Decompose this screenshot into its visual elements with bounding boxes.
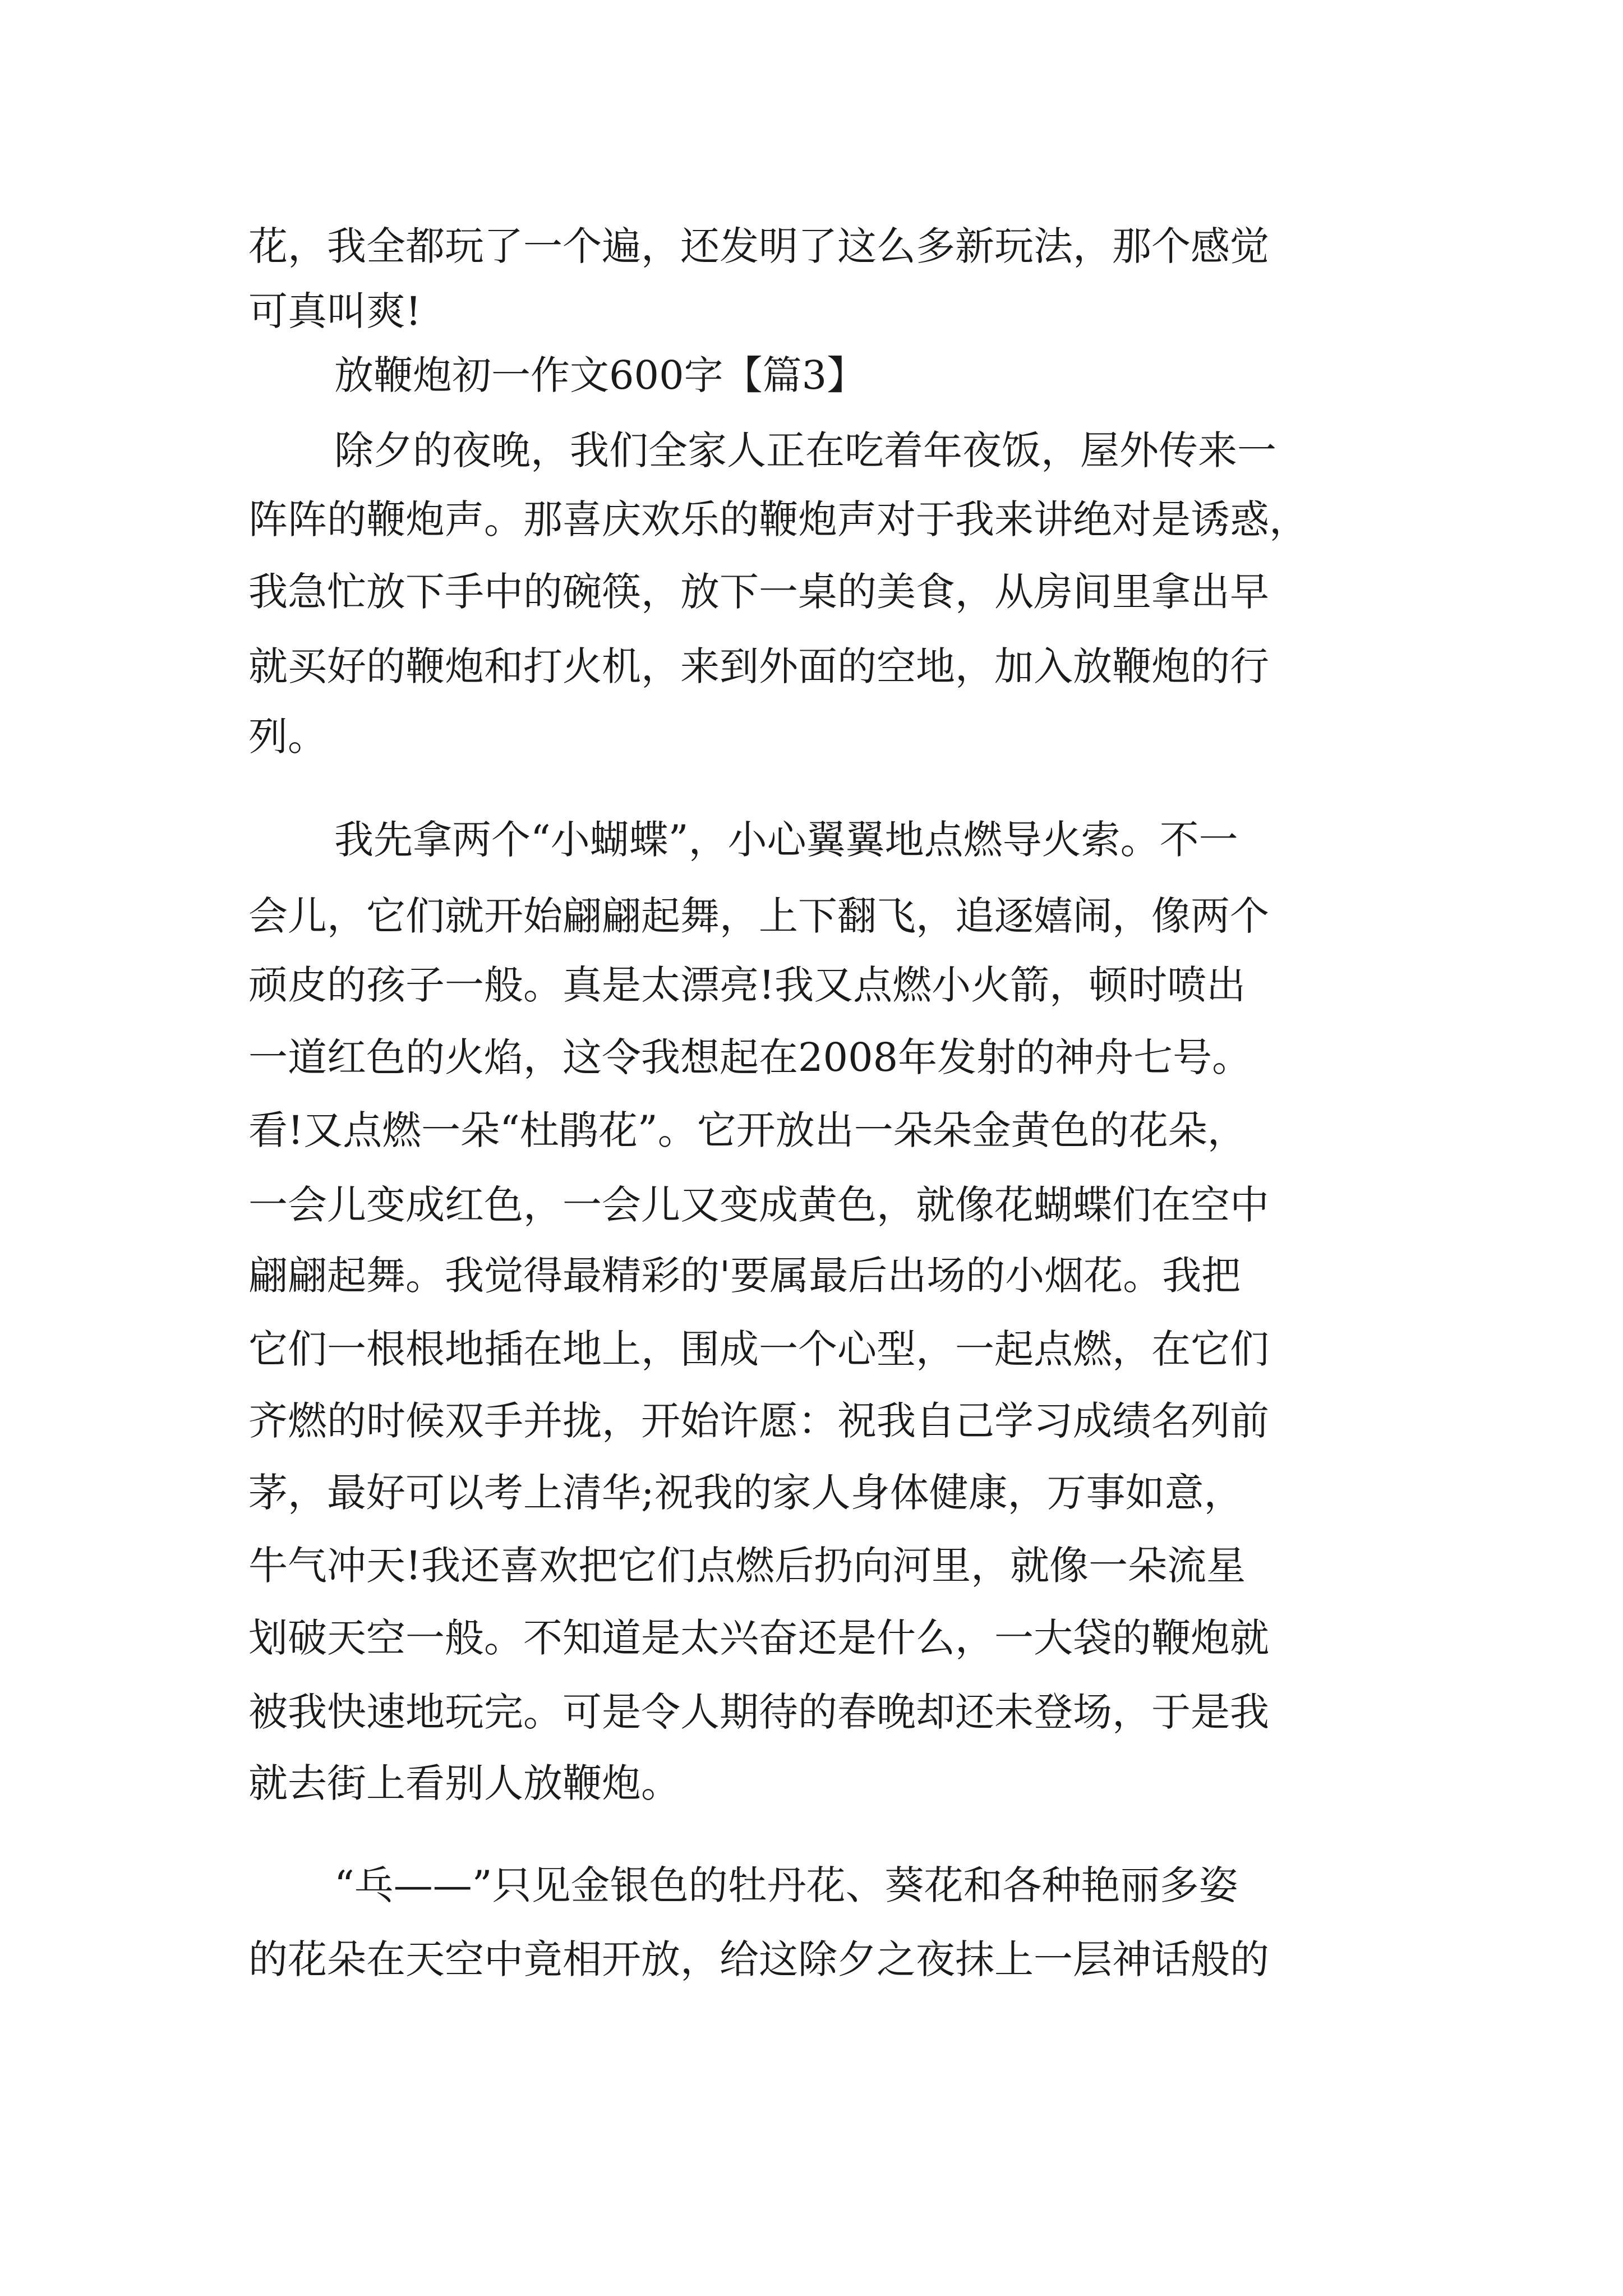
text-line: 会儿，它们就开始翩翩起舞，上下翻飞，追逐嬉闹，像两个 [248, 893, 1269, 939]
text-line: 的花朵在天空中竟相开放，给这除夕之夜抹上一层神话般的 [248, 1936, 1269, 1982]
text-line: 翩翩起舞。我觉得最精彩的'要属最后出场的小烟花。我把 [248, 1253, 1241, 1299]
section-heading: 放鞭炮初一作文600字【篇3】 [334, 352, 866, 398]
text-line: 茅，最好可以考上清华;祝我的家人身体健康，万事如意， [248, 1470, 1243, 1516]
text-line: 除夕的夜晚，我们全家人正在吃着年夜饭，屋外传来一 [334, 427, 1276, 473]
text-line: “乓——”只见金银色的牡丹花、葵花和各种艳丽多姿 [334, 1862, 1238, 1908]
text-line: 一会儿变成红色，一会儿又变成黄色，就像花蝴蝶们在空中 [248, 1182, 1269, 1228]
text-line: 它们一根根地插在地上，围成一个心型，一起点燃，在它们 [248, 1326, 1269, 1372]
text-line: 就去街上看别人放鞭炮。 [248, 1760, 680, 1806]
text-line: 列。 [248, 714, 327, 760]
text-line: 被我快速地玩完。可是令人期待的春晚却还未登场，于是我 [248, 1689, 1269, 1735]
text-line: 我急忙放下手中的碗筷，放下一桌的美食，从房间里拿出早 [248, 569, 1269, 615]
text-line: 看!又点燃一朵“杜鹃花”。它开放出一朵朵金黄色的花朵， [248, 1107, 1247, 1153]
text-line: 我先拿两个“小蝴蝶”，小心翼翼地点燃导火索。不一 [334, 817, 1238, 863]
text-line: 齐燃的时候双手并拢，开始许愿：祝我自己学习成绩名列前 [248, 1398, 1269, 1444]
text-line: 顽皮的孩子一般。真是太漂亮!我又点燃小火箭，顿时喷出 [248, 962, 1246, 1008]
text-line: 牛气冲天!我还喜欢把它们点燃后扔向河里，就像一朵流星 [248, 1543, 1246, 1589]
text-line: 可真叫爽! [248, 288, 422, 334]
text-line: 就买好的鞭炮和打火机，来到外面的空地，加入放鞭炮的行 [248, 643, 1269, 689]
text-line: 花，我全都玩了一个遍，还发明了这么多新玩法，那个感觉 [248, 223, 1269, 269]
text-line: 阵阵的鞭炮声。那喜庆欢乐的鞭炮声对于我来讲绝对是诱惑， [248, 496, 1308, 542]
text-line: 一道红色的火焰，这令我想起在2008年发射的神舟七号。 [248, 1034, 1252, 1080]
text-line: 划破天空一般。不知道是太兴奋还是什么，一大袋的鞭炮就 [248, 1615, 1269, 1661]
